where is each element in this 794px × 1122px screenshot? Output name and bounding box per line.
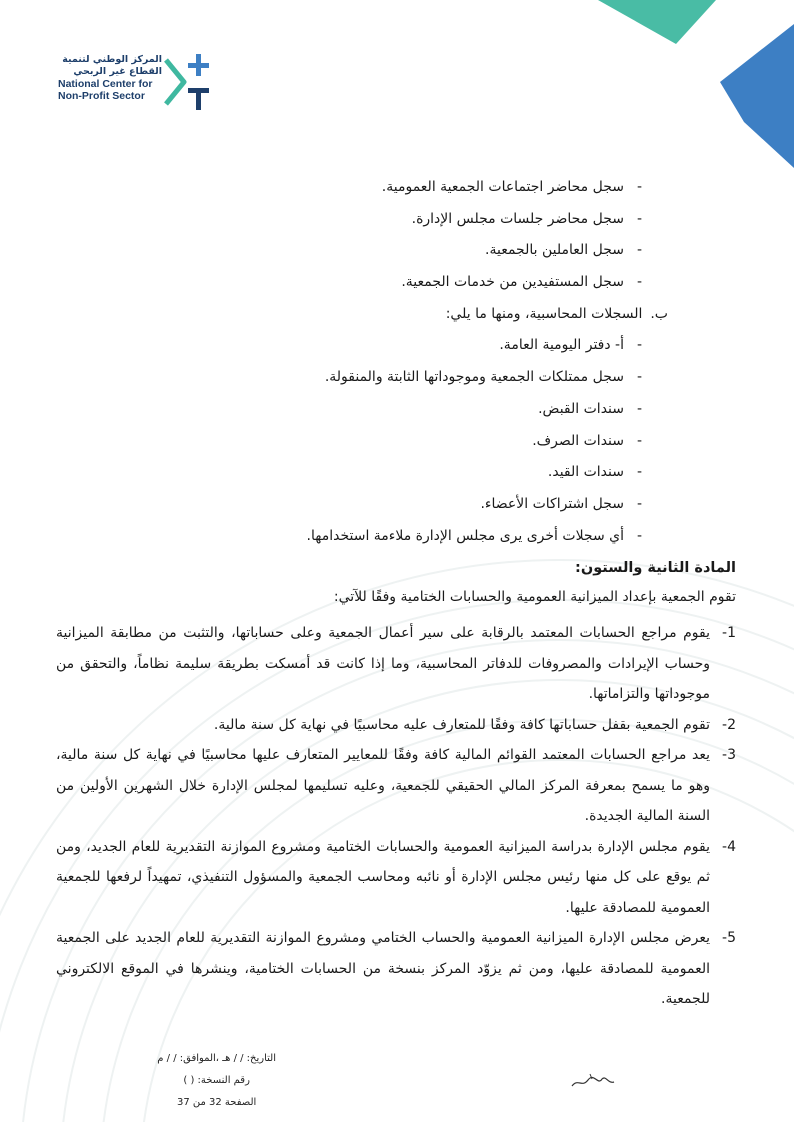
article-item — [56, 832, 736, 924]
list-marker: - — [636, 464, 642, 481]
list-item — [142, 172, 642, 204]
item-text: يعد مراجع الحسابات المعتمد القوائم المالية كافة وفقًا للمعايير المتعارف عليها محاسبيًا في نهاية كل سنة مالية، وهو ما يسمح بمعرفة المركز المالي الحقيقي للجمعية، وعليه تسليمها لمجلس الإدارة خلال الشهرين الأولين من السنة المالية الجديدة. — [56, 747, 710, 824]
logo-english-line1: National Center for — [58, 78, 153, 90]
logo-arabic-line2: القطاع غير الربحي — [73, 66, 162, 77]
article-item — [56, 923, 736, 1015]
list-item-text: سجل اشتراكات الأعضاء. — [480, 495, 624, 512]
list-item-text: السجلات المحاسبية، ومنها ما يلي: — [445, 305, 643, 322]
list-marker: - — [636, 179, 642, 195]
list-item-text: سجل العاملين بالجمعية. — [485, 242, 624, 259]
item-number: 3- — [722, 747, 736, 763]
ncnp-logo-icon — [162, 50, 212, 114]
list-item-text: سندات الصرف. — [532, 432, 624, 449]
list-item-text: سجل المستفيدين من خدمات الجمعية. — [401, 274, 624, 291]
list-item-text: أي سجلات أخرى يرى مجلس الإدارة ملاءمة استخدامها. — [306, 527, 624, 544]
article-intro: تقوم الجمعية بإعداد الميزانية العمومية والحسابات الختامية وفقًا للآتي: — [333, 589, 736, 605]
list-marker: - — [636, 527, 642, 544]
list-item — [142, 267, 642, 299]
list-marker: - — [636, 432, 642, 449]
item-text: يقوم مراجع الحسابات المعتمد بالرقابة على سير أعمال الجمعية وعلى حساباتها، والتثبت من مطابقة الميزانية وحساب الإيرادات والمصروفات للدفاتر المحاسبية، وما إذا كانت قد أمسكت بطريقة سليمة نظاماً، والتحقق من موجوداتها والتزاماتها. — [56, 625, 710, 702]
list-marker: ب. — [650, 305, 668, 322]
list-marker: - — [636, 495, 642, 512]
list-item — [142, 362, 642, 394]
item-number: 2- — [722, 716, 736, 733]
list-item-text: سجل محاضر جلسات مجلس الإدارة. — [411, 210, 624, 227]
item-text: يعرض مجلس الإدارة الميزانية العمومية والحساب الختامي ومشروع الموازنة التقديرية للعام الجديد على الجمعية العمومية للمصادقة عليها، ومن ثم يزوّد المركز بنسخة من الحسابات الختامية، وينشرها في الموقع الالكتروني للجمعية. — [56, 930, 710, 1007]
list-item — [142, 204, 642, 236]
article-item — [56, 710, 736, 741]
list-marker: - — [636, 242, 642, 259]
logo-english-line2: Non-Profit Sector — [58, 90, 145, 102]
list-marker: - — [636, 274, 642, 291]
list-item — [142, 330, 642, 362]
logo-arabic-line1: المركز الوطني لتنمية — [62, 54, 162, 65]
article-item — [56, 618, 736, 710]
article-title: المادة الثانية والستون: — [575, 560, 736, 576]
item-number: 5- — [722, 930, 736, 946]
list-marker: - — [636, 400, 642, 417]
handwritten-signature — [568, 1070, 618, 1092]
item-number: 1- — [722, 625, 736, 641]
list-item — [142, 457, 642, 489]
list-item-text: سجل محاضر اجتماعات الجمعية العمومية. — [381, 179, 624, 195]
list-item — [142, 394, 642, 426]
article-item — [56, 740, 736, 832]
list-marker: - — [636, 369, 642, 386]
footer-page-number: الصفحة 32 من 37 — [176, 1097, 257, 1108]
list-item-text: أ- دفتر اليومية العامة. — [499, 337, 624, 354]
list-item-text: سندات القبض. — [538, 400, 624, 417]
footer-date: التاريخ: / / هـ ،الموافق: / / م — [157, 1053, 276, 1064]
list-marker: - — [636, 337, 642, 354]
item-text: تقوم الجمعية بقفل حساباتها كافة وفقًا للمتعارف عليه محاسبيًا في نهاية كل سنة مالية. — [213, 716, 710, 733]
records-list — [142, 172, 668, 552]
list-item — [142, 426, 642, 458]
list-item-text: سندات القيد. — [547, 464, 624, 481]
item-number: 4- — [722, 838, 736, 855]
page-footer — [157, 1048, 276, 1114]
list-item — [142, 521, 642, 553]
footer-copy-number: رقم النسخة: ( ) — [183, 1075, 250, 1086]
list-item-text: سجل ممتلكات الجمعية وموجوداتها الثابتة والمنقولة. — [324, 369, 624, 386]
item-text: يقوم مجلس الإدارة بدراسة الميزانية العمومية والحسابات الختامية ومشروع الموازنة التقديرية للعام الجديد، ومن ثم يوقع على كل منها رئيس مجلس الإدارة أو نائبه ومحاسب الجمعية والمسؤول التنفيذي، تمهيداً لرفعها للجمعية العمومية للمصادقة عليها. — [56, 838, 710, 916]
article-items — [56, 618, 736, 1015]
list-marker: - — [636, 210, 642, 227]
list-item — [142, 235, 642, 267]
organization-logo — [58, 50, 218, 120]
logo-text — [58, 54, 162, 102]
list-subheading — [142, 299, 668, 331]
list-item — [142, 489, 642, 521]
